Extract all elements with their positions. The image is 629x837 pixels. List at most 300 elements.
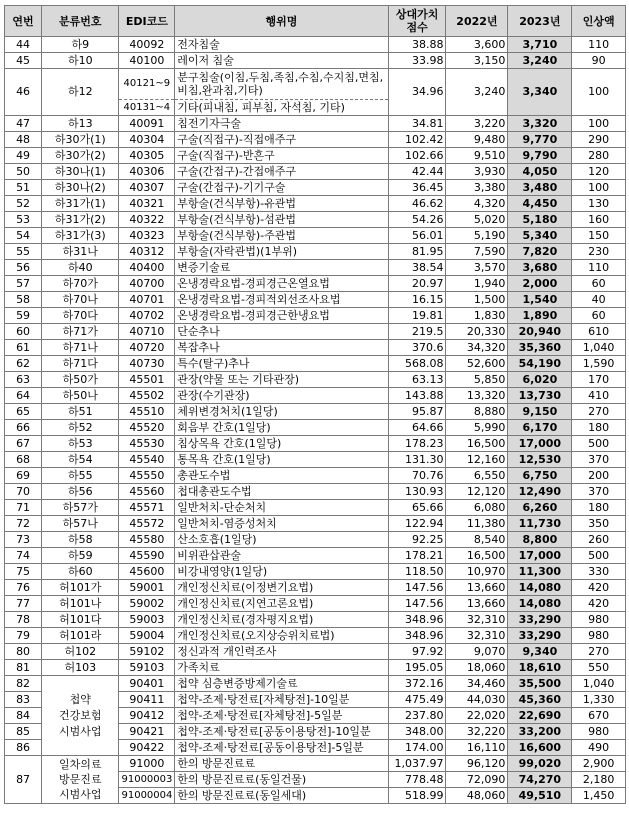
row-2022: 96,120 [446, 756, 508, 772]
row-edi: 90412 [119, 708, 175, 724]
row-2023: 33,200 [508, 724, 572, 740]
row-increase: 120 [572, 164, 626, 180]
row-increase: 180 [572, 420, 626, 436]
row-no: 81 [5, 660, 42, 676]
row-increase: 90 [572, 53, 626, 69]
row-increase: 270 [572, 404, 626, 420]
row-name: 부항술(건식부항)-섬관법 [175, 212, 389, 228]
row-2022: 13,320 [446, 388, 508, 404]
row-2023: 6,020 [508, 372, 572, 388]
row-relative-value: 130.93 [388, 484, 446, 500]
row-code: 허101라 [42, 628, 119, 644]
row-code: 하52 [42, 420, 119, 436]
row-no: 47 [5, 116, 42, 132]
row-increase: 110 [572, 37, 626, 53]
header-2022: 2022년 [446, 6, 508, 37]
row-relative-value: 46.62 [388, 196, 446, 212]
row-relative-value: 16.15 [388, 292, 446, 308]
row-2022: 34,320 [446, 340, 508, 356]
row-name: 구술(간접구)-간접애주구 [175, 164, 389, 180]
table-row [5, 372, 626, 388]
row-no: 72 [5, 516, 42, 532]
row-no: 51 [5, 180, 42, 196]
header-2023: 2023년 [508, 6, 572, 37]
row-edi: 40702 [119, 308, 175, 324]
row-2022: 18,060 [446, 660, 508, 676]
table-row [5, 548, 626, 564]
row-2022: 5,020 [446, 212, 508, 228]
row-2022: 32,220 [446, 724, 508, 740]
row-increase: 130 [572, 196, 626, 212]
row-no: 74 [5, 548, 42, 564]
row-name: 개인정신치료(지연고론요법) [175, 596, 389, 612]
row-edi: 45501 [119, 372, 175, 388]
row-code: 하31가(1) [42, 196, 119, 212]
row-edi: 91000004 [119, 788, 175, 804]
row-name: 첩약-조제·탕전료[공동이용탕전]-5일분 [175, 740, 389, 756]
row-2023: 35,500 [508, 676, 572, 692]
row-no: 71 [5, 500, 42, 516]
row-edi: 59002 [119, 596, 175, 612]
row-2023: 4,450 [508, 196, 572, 212]
table-row [5, 596, 626, 612]
row-increase: 100 [572, 180, 626, 196]
row-2022: 16,500 [446, 436, 508, 452]
row-name: 통목욕 간호(1일당) [175, 452, 389, 468]
row-2022: 1,940 [446, 276, 508, 292]
row-edi: 40121~9 [119, 69, 175, 100]
row-2022: 3,570 [446, 260, 508, 276]
row-code: 하71가 [42, 324, 119, 340]
row-name: 체위변경처치(1일당) [175, 404, 389, 420]
row-no: 76 [5, 580, 42, 596]
row-2023: 3,480 [508, 180, 572, 196]
table-row [5, 388, 626, 404]
row-relative-value: 131.30 [388, 452, 446, 468]
row-code: 허103 [42, 660, 119, 676]
row-name: 첩약-조제·탕전료[자체탕전]-5일분 [175, 708, 389, 724]
row-name: 일반처치-단순처치 [175, 500, 389, 516]
table-row [5, 37, 626, 53]
table-row [5, 484, 626, 500]
row-2022: 72,090 [446, 772, 508, 788]
row-code: 하53 [42, 436, 119, 452]
row-no: 44 [5, 37, 42, 53]
row-increase: 230 [572, 244, 626, 260]
row-name: 기타(피내침, 피부침, 자석침, 기타) [175, 100, 389, 116]
row-name: 부항술(건식부항)-주관법 [175, 228, 389, 244]
table-row [5, 324, 626, 340]
row-name: 가족치료 [175, 660, 389, 676]
row-relative-value: 63.13 [388, 372, 446, 388]
row-edi: 59001 [119, 580, 175, 596]
row-edi: 40092 [119, 37, 175, 53]
row-code: 하12 [42, 69, 119, 116]
row-name: 개인정신치료(오지상승위치료법) [175, 628, 389, 644]
table-row [5, 420, 626, 436]
row-edi: 40091 [119, 116, 175, 132]
row-code: 하30나(2) [42, 180, 119, 196]
row-relative-value: 33.98 [388, 53, 446, 69]
table-row [5, 516, 626, 532]
row-2022: 5,190 [446, 228, 508, 244]
row-2022: 5,850 [446, 372, 508, 388]
row-2023: 49,510 [508, 788, 572, 804]
row-name: 온냉경락요법-경피경근온열요법 [175, 276, 389, 292]
row-no: 64 [5, 388, 42, 404]
row-relative-value: 174.00 [388, 740, 446, 756]
row-edi: 40321 [119, 196, 175, 212]
row-name: 비위관삽관술 [175, 548, 389, 564]
row-edi: 45590 [119, 548, 175, 564]
row-no: 50 [5, 164, 42, 180]
row-2022: 4,320 [446, 196, 508, 212]
row-relative-value: 147.56 [388, 596, 446, 612]
row-2022: 3,600 [446, 37, 508, 53]
row-edi: 40322 [119, 212, 175, 228]
row-name: 한의 방문진료료(동일건물) [175, 772, 389, 788]
row-relative-value: 65.66 [388, 500, 446, 516]
table-row [5, 116, 626, 132]
row-increase: 980 [572, 628, 626, 644]
row-2022: 16,110 [446, 740, 508, 756]
row-relative-value: 195.05 [388, 660, 446, 676]
table-row [5, 340, 626, 356]
row-name: 전자침술 [175, 37, 389, 53]
row-relative-value: 81.95 [388, 244, 446, 260]
table-row [5, 53, 626, 69]
row-2023: 6,260 [508, 500, 572, 516]
row-2022: 32,310 [446, 628, 508, 644]
fee-table [4, 5, 626, 804]
row-code: 허102 [42, 644, 119, 660]
row-increase: 110 [572, 260, 626, 276]
row-code: 하71나 [42, 340, 119, 356]
row-relative-value: 42.44 [388, 164, 446, 180]
row-no: 57 [5, 276, 42, 292]
row-relative-value: 147.56 [388, 580, 446, 596]
row-relative-value: 20.97 [388, 276, 446, 292]
row-no: 63 [5, 372, 42, 388]
row-no: 46 [5, 69, 42, 116]
table-row [5, 580, 626, 596]
row-2023: 6,750 [508, 468, 572, 484]
row-edi: 45572 [119, 516, 175, 532]
row-relative-value: 1,037.97 [388, 756, 446, 772]
row-code: 하51 [42, 404, 119, 420]
row-name: 관장(약물 또는 기타관장) [175, 372, 389, 388]
row-no: 54 [5, 228, 42, 244]
row-2022: 32,310 [446, 612, 508, 628]
row-2023: 13,730 [508, 388, 572, 404]
row-edi: 40307 [119, 180, 175, 196]
row-increase: 40 [572, 292, 626, 308]
row-2023: 3,240 [508, 53, 572, 69]
row-name: 구술(간접구)-기기구술 [175, 180, 389, 196]
row-2022: 5,990 [446, 420, 508, 436]
row-relative-value: 92.25 [388, 532, 446, 548]
row-code: 하30가(1) [42, 132, 119, 148]
row-name: 복잡추나 [175, 340, 389, 356]
row-increase: 160 [572, 212, 626, 228]
row-no: 68 [5, 452, 42, 468]
row-increase: 2,900 [572, 756, 626, 772]
row-no: 62 [5, 356, 42, 372]
row-edi: 40100 [119, 53, 175, 69]
row-2023: 20,940 [508, 324, 572, 340]
row-2023: 17,000 [508, 548, 572, 564]
row-2023: 1,890 [508, 308, 572, 324]
row-2023: 99,020 [508, 756, 572, 772]
row-2023: 33,290 [508, 628, 572, 644]
row-2023: 54,190 [508, 356, 572, 372]
row-edi: 45502 [119, 388, 175, 404]
row-edi: 40700 [119, 276, 175, 292]
row-2023: 17,000 [508, 436, 572, 452]
row-increase: 200 [572, 468, 626, 484]
row-edi: 45520 [119, 420, 175, 436]
table-row [5, 644, 626, 660]
row-edi: 59004 [119, 628, 175, 644]
table-row [5, 69, 626, 100]
row-2023: 18,610 [508, 660, 572, 676]
row-relative-value: 475.49 [388, 692, 446, 708]
row-edi: 45550 [119, 468, 175, 484]
row-relative-value: 102.66 [388, 148, 446, 164]
row-2023: 2,000 [508, 276, 572, 292]
row-increase: 420 [572, 580, 626, 596]
row-name: 개인정신치료(경자평지요법) [175, 612, 389, 628]
row-relative-value: 64.66 [388, 420, 446, 436]
row-increase: 330 [572, 564, 626, 580]
row-increase: 1,330 [572, 692, 626, 708]
row-no: 69 [5, 468, 42, 484]
table-row [5, 628, 626, 644]
row-code: 하31나 [42, 244, 119, 260]
row-increase: 980 [572, 724, 626, 740]
row-relative-value: 38.54 [388, 260, 446, 276]
row-increase: 180 [572, 500, 626, 516]
table-row [5, 148, 626, 164]
row-edi: 59102 [119, 644, 175, 660]
row-name: 일반처치-염증성처치 [175, 516, 389, 532]
row-code: 하30가(2) [42, 148, 119, 164]
row-code: 하10 [42, 53, 119, 69]
row-increase: 350 [572, 516, 626, 532]
row-2023: 1,540 [508, 292, 572, 308]
row-edi: 91000003 [119, 772, 175, 788]
table-row [5, 404, 626, 420]
row-name: 온냉경락요법-경피적외선조사요법 [175, 292, 389, 308]
row-no: 78 [5, 612, 42, 628]
row-2023: 3,320 [508, 116, 572, 132]
row-name: 첩약-조제·탕전료[공동이용탕전]-10일분 [175, 724, 389, 740]
row-2023: 14,080 [508, 596, 572, 612]
row-2023: 11,730 [508, 516, 572, 532]
row-no: 75 [5, 564, 42, 580]
row-code: 하70가 [42, 276, 119, 292]
table-row [5, 196, 626, 212]
row-edi: 40701 [119, 292, 175, 308]
row-relative-value: 97.92 [388, 644, 446, 660]
row-name: 구술(직접구)-반흔구 [175, 148, 389, 164]
row-edi: 40304 [119, 132, 175, 148]
row-relative-value: 348.96 [388, 612, 446, 628]
table-row [5, 244, 626, 260]
row-relative-value: 143.88 [388, 388, 446, 404]
row-no: 48 [5, 132, 42, 148]
row-increase: 410 [572, 388, 626, 404]
table-row [5, 260, 626, 276]
row-edi: 90422 [119, 740, 175, 756]
row-name: 회음부 간호(1일당) [175, 420, 389, 436]
row-edi: 40710 [119, 324, 175, 340]
row-no: 59 [5, 308, 42, 324]
row-increase: 260 [572, 532, 626, 548]
row-2023: 5,340 [508, 228, 572, 244]
header-row [5, 6, 626, 37]
row-2023: 8,800 [508, 532, 572, 548]
row-2023: 7,820 [508, 244, 572, 260]
row-increase: 170 [572, 372, 626, 388]
row-name: 부항술(자락관법)(1부위) [175, 244, 389, 260]
row-name: 특수(탈구)추나 [175, 356, 389, 372]
row-2022: 13,660 [446, 596, 508, 612]
row-relative-value: 778.48 [388, 772, 446, 788]
row-name: 총관도수법 [175, 468, 389, 484]
row-increase: 670 [572, 708, 626, 724]
row-2022: 6,550 [446, 468, 508, 484]
header-name: 행위명 [175, 6, 389, 37]
row-code: 하57나 [42, 516, 119, 532]
table-row [5, 676, 626, 692]
row-edi: 90401 [119, 676, 175, 692]
row-increase: 610 [572, 324, 626, 340]
row-no: 65 [5, 404, 42, 420]
row-increase: 490 [572, 740, 626, 756]
row-2023: 9,770 [508, 132, 572, 148]
row-code: 하58 [42, 532, 119, 548]
row-edi: 59003 [119, 612, 175, 628]
table-row [5, 532, 626, 548]
row-2022: 1,830 [446, 308, 508, 324]
row-edi: 45510 [119, 404, 175, 420]
row-edi: 45530 [119, 436, 175, 452]
row-no: 77 [5, 596, 42, 612]
row-2023: 12,490 [508, 484, 572, 500]
row-increase: 60 [572, 308, 626, 324]
row-increase: 290 [572, 132, 626, 148]
row-code: 하56 [42, 484, 119, 500]
row-2023: 5,180 [508, 212, 572, 228]
row-name: 관장(수기관장) [175, 388, 389, 404]
row-code: 허101다 [42, 612, 119, 628]
row-2022: 7,590 [446, 244, 508, 260]
group-label: 일차의료 방문진료 시범사업 [42, 756, 119, 804]
row-edi: 40400 [119, 260, 175, 276]
row-name: 레이저 침술 [175, 53, 389, 69]
row-increase: 1,040 [572, 676, 626, 692]
row-name: 첩약-조제·탕전료[자체탕전]-10일분 [175, 692, 389, 708]
row-increase: 150 [572, 228, 626, 244]
table-row [5, 436, 626, 452]
row-2023: 9,790 [508, 148, 572, 164]
row-2023: 3,340 [508, 69, 572, 116]
row-relative-value: 19.81 [388, 308, 446, 324]
row-no: 86 [5, 740, 42, 756]
row-name: 단순추나 [175, 324, 389, 340]
row-increase: 100 [572, 116, 626, 132]
row-relative-value: 178.23 [388, 436, 446, 452]
row-no: 70 [5, 484, 42, 500]
row-relative-value: 95.87 [388, 404, 446, 420]
row-no: 49 [5, 148, 42, 164]
row-no: 60 [5, 324, 42, 340]
row-no: 80 [5, 644, 42, 660]
row-relative-value: 70.76 [388, 468, 446, 484]
header-relative-value: 상대가치 점수 [388, 6, 446, 37]
row-code: 하31가(2) [42, 212, 119, 228]
row-increase: 420 [572, 596, 626, 612]
row-edi: 91000 [119, 756, 175, 772]
row-code: 하31가(3) [42, 228, 119, 244]
header-code: 분류번호 [42, 6, 119, 37]
row-2023: 14,080 [508, 580, 572, 596]
row-name: 구술(직접구)-직접애주구 [175, 132, 389, 148]
row-relative-value: 118.50 [388, 564, 446, 580]
row-2023: 4,050 [508, 164, 572, 180]
table-row [5, 276, 626, 292]
row-relative-value: 38.88 [388, 37, 446, 53]
row-relative-value: 219.5 [388, 324, 446, 340]
row-relative-value: 36.45 [388, 180, 446, 196]
row-code: 허101가 [42, 580, 119, 596]
table-row [5, 132, 626, 148]
row-relative-value: 54.26 [388, 212, 446, 228]
row-edi: 40720 [119, 340, 175, 356]
row-name: 개인정신치료(이정변기요법) [175, 580, 389, 596]
row-2022: 52,600 [446, 356, 508, 372]
row-no: 58 [5, 292, 42, 308]
row-relative-value: 56.01 [388, 228, 446, 244]
row-no: 85 [5, 724, 42, 740]
row-increase: 1,040 [572, 340, 626, 356]
row-increase: 2,180 [572, 772, 626, 788]
row-increase: 280 [572, 148, 626, 164]
row-relative-value: 568.08 [388, 356, 446, 372]
row-2022: 3,930 [446, 164, 508, 180]
row-2023: 6,170 [508, 420, 572, 436]
row-name: 침전기자극술 [175, 116, 389, 132]
row-increase: 500 [572, 436, 626, 452]
row-no: 45 [5, 53, 42, 69]
row-2023: 3,680 [508, 260, 572, 276]
row-code: 하60 [42, 564, 119, 580]
row-edi: 40730 [119, 356, 175, 372]
row-increase: 980 [572, 612, 626, 628]
row-code: 하57가 [42, 500, 119, 516]
table-row [5, 164, 626, 180]
row-2023: 16,600 [508, 740, 572, 756]
row-increase: 370 [572, 484, 626, 500]
row-2022: 20,330 [446, 324, 508, 340]
row-name: 온냉경락요법-경피경근한냉요법 [175, 308, 389, 324]
row-increase: 270 [572, 644, 626, 660]
row-2023: 45,360 [508, 692, 572, 708]
row-2022: 3,220 [446, 116, 508, 132]
row-code: 하30나(1) [42, 164, 119, 180]
row-increase: 1,590 [572, 356, 626, 372]
